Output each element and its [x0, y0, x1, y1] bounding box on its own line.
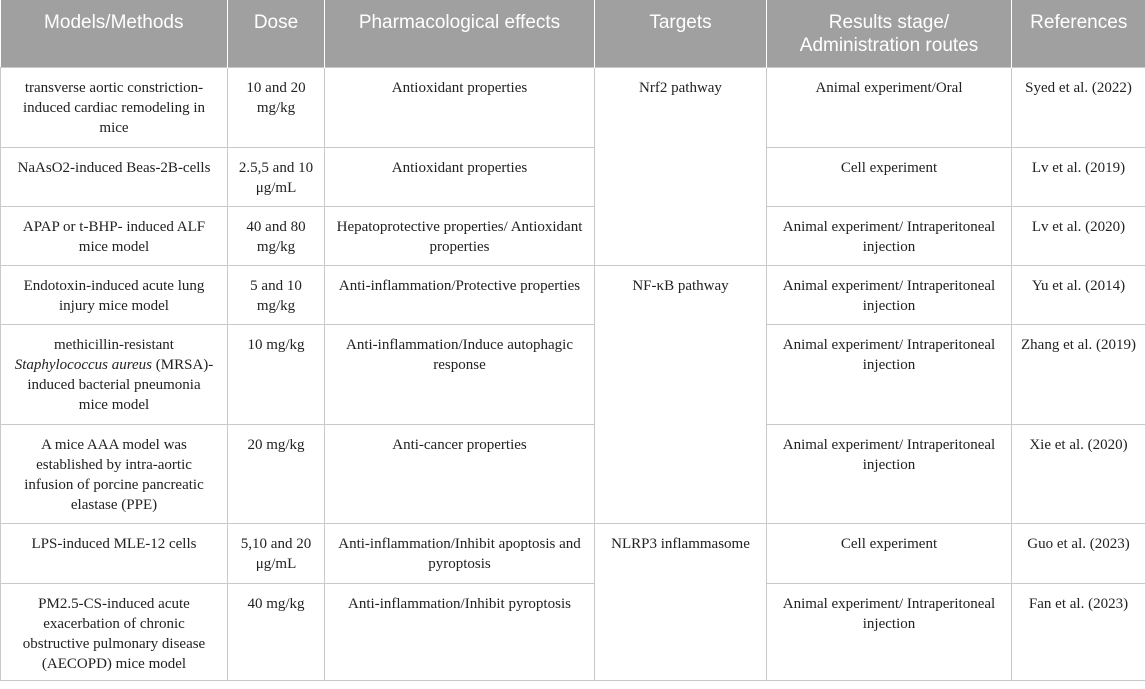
model-italic: Staphylococcus aureus: [14, 357, 153, 373]
cell-model: NaAsO2-induced Beas-2B-cells: [1, 148, 228, 207]
header-stage-line1: Results stage/: [828, 12, 950, 33]
cell-reference: Lv et al. (2020): [1012, 207, 1145, 266]
header-models: Models/Methods: [1, 0, 228, 68]
cell-reference: Lv et al. (2019): [1012, 148, 1145, 207]
cell-stage: Animal experiment/ Intraperitoneal injection: [767, 584, 1012, 681]
table-row: [1, 266, 1145, 325]
cell-reference: Guo et al. (2023): [1012, 524, 1145, 584]
cell-model: PM2.5-CS-induced acute exacerbation of chronic obstructive pulmonary disease (AECOPD) mice model: [1, 584, 228, 681]
header-targets: Targets: [595, 0, 767, 68]
cell-dose: 5 and 10 mg/kg: [228, 266, 325, 325]
table-row: [1, 425, 1145, 524]
cell-stage: Cell experiment: [767, 148, 1012, 207]
header-references: References: [1012, 0, 1145, 68]
table-row: [1, 584, 1145, 681]
table-row: [1, 325, 1145, 425]
cell-dose: 40 mg/kg: [228, 584, 325, 681]
cell-stage: Animal experiment/ Intraperitoneal injection: [767, 266, 1012, 325]
table-row: [1, 207, 1145, 266]
cell-effects: Antioxidant properties: [325, 68, 595, 148]
cell-effects: Anti-inflammation/Inhibit pyroptosis: [325, 584, 595, 681]
cell-target: NF-κB pathway: [595, 266, 767, 524]
cell-stage: Animal experiment/Oral: [767, 68, 1012, 148]
cell-reference: Zhang et al. (2019): [1012, 325, 1145, 425]
cell-model: APAP or t-BHP- induced ALF mice model: [1, 207, 228, 266]
cell-reference: Xie et al. (2020): [1012, 425, 1145, 524]
header-dose: Dose: [228, 0, 325, 68]
cell-effects: Anti-inflammation/Induce autophagic response: [325, 325, 595, 425]
header-stage: [767, 0, 1012, 68]
cell-stage: Animal experiment/ Intraperitoneal injection: [767, 325, 1012, 425]
cell-stage: Animal experiment/ Intraperitoneal injection: [767, 425, 1012, 524]
table-row: [1, 68, 1145, 148]
cell-dose: 10 mg/kg: [228, 325, 325, 425]
cell-model: LPS-induced MLE-12 cells: [1, 524, 228, 584]
cell-model: A mice AAA model was established by intra-aortic infusion of porcine pancreatic elastase (PPE): [1, 425, 228, 524]
cell-dose: 10 and 20 mg/kg: [228, 68, 325, 148]
table-row: [1, 524, 1145, 584]
cell-dose: 5,10 and 20 μg/mL: [228, 524, 325, 584]
cell-effects: Anti-inflammation/Inhibit apoptosis and pyroptosis: [325, 524, 595, 584]
cell-model: Endotoxin-induced acute lung injury mice model: [1, 266, 228, 325]
model-prefix: methicillin-resistant: [54, 337, 174, 353]
cell-stage: Cell experiment: [767, 524, 1012, 584]
cell-reference: Syed et al. (2022): [1012, 68, 1145, 148]
cell-effects: Antioxidant properties: [325, 148, 595, 207]
cell-effects: Anti-inflammation/Protective properties: [325, 266, 595, 325]
cell-effects: Anti-cancer properties: [325, 425, 595, 524]
cell-reference: Fan et al. (2023): [1012, 584, 1145, 681]
cell-model: [1, 325, 228, 425]
cell-reference: Yu et al. (2014): [1012, 266, 1145, 325]
cell-dose: 2.5,5 and 10 μg/mL: [228, 148, 325, 207]
header-row: [1, 0, 1145, 68]
cell-target: NLRP3 inflammasome: [595, 524, 767, 681]
header-effects: Pharmacological effects: [325, 0, 595, 68]
cell-stage: Animal experiment/ Intraperitoneal injection: [767, 207, 1012, 266]
cell-dose: 20 mg/kg: [228, 425, 325, 524]
cell-effects: Hepatoprotective properties/ Antioxidant properties: [325, 207, 595, 266]
table-row: [1, 148, 1145, 207]
model-suffix: (MRSA)-induced bacterial pneumonia mice model: [27, 357, 214, 413]
cell-model: transverse aortic constriction-induced cardiac remodeling in mice: [1, 68, 228, 148]
cell-target: Nrf2 pathway: [595, 68, 767, 266]
cell-dose: 40 and 80 mg/kg: [228, 207, 325, 266]
header-stage-line2: Administration routes: [799, 35, 979, 56]
